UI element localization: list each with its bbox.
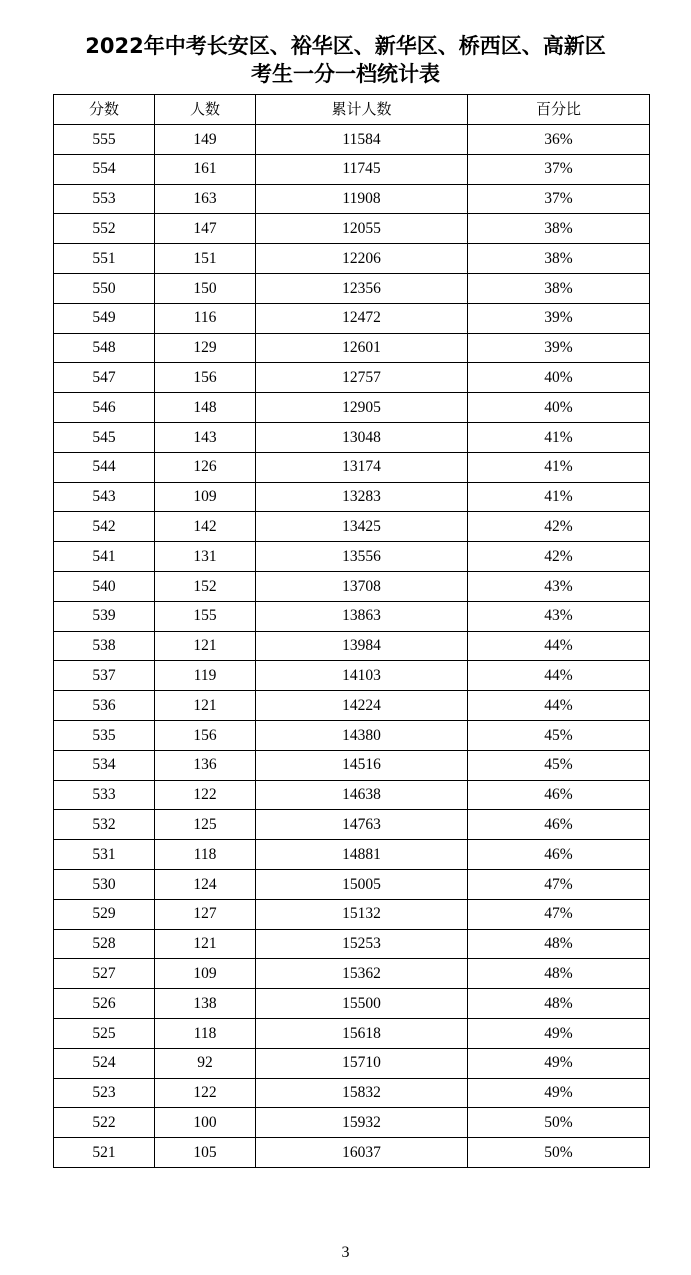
cell-cumulative: 12472 <box>256 303 468 333</box>
cell-cumulative: 14380 <box>256 720 468 750</box>
table-row <box>54 1138 650 1168</box>
cell-score: 538 <box>54 631 155 661</box>
table-row <box>54 1048 650 1078</box>
cell-percentage: 50% <box>468 1108 650 1138</box>
cell-count: 149 <box>155 125 256 155</box>
cell-percentage: 40% <box>468 363 650 393</box>
cell-score: 536 <box>54 691 155 721</box>
cell-percentage: 47% <box>468 899 650 929</box>
table-row <box>54 303 650 333</box>
cell-count: 131 <box>155 542 256 572</box>
cell-percentage: 44% <box>468 691 650 721</box>
cell-count: 156 <box>155 720 256 750</box>
cell-percentage: 37% <box>468 184 650 214</box>
table-row <box>54 899 650 929</box>
cell-cumulative: 15618 <box>256 1018 468 1048</box>
cell-score: 526 <box>54 989 155 1019</box>
cell-cumulative: 15005 <box>256 869 468 899</box>
table-row <box>54 869 650 899</box>
cell-score: 535 <box>54 720 155 750</box>
cell-percentage: 39% <box>468 303 650 333</box>
table-row <box>54 959 650 989</box>
cell-percentage: 48% <box>468 929 650 959</box>
table-row <box>54 840 650 870</box>
table-row <box>54 482 650 512</box>
table-row <box>54 631 650 661</box>
cell-cumulative: 11745 <box>256 154 468 184</box>
cell-count: 119 <box>155 661 256 691</box>
cell-cumulative: 13048 <box>256 422 468 452</box>
cell-cumulative: 14763 <box>256 810 468 840</box>
cell-percentage: 39% <box>468 333 650 363</box>
cell-count: 147 <box>155 214 256 244</box>
cell-cumulative: 15362 <box>256 959 468 989</box>
cell-count: 105 <box>155 1138 256 1168</box>
cell-cumulative: 12206 <box>256 244 468 274</box>
table-row <box>54 661 650 691</box>
cell-cumulative: 14224 <box>256 691 468 721</box>
cell-percentage: 38% <box>468 273 650 303</box>
cell-percentage: 50% <box>468 1138 650 1168</box>
table-row <box>54 273 650 303</box>
cell-score: 552 <box>54 214 155 244</box>
table-row <box>54 989 650 1019</box>
cell-cumulative: 11584 <box>256 125 468 155</box>
table-row <box>54 244 650 274</box>
cell-cumulative: 13708 <box>256 571 468 601</box>
cell-score: 541 <box>54 542 155 572</box>
cell-percentage: 36% <box>468 125 650 155</box>
cell-count: 148 <box>155 393 256 423</box>
header-percentage: 百分比 <box>468 95 650 125</box>
cell-score: 528 <box>54 929 155 959</box>
document-title: 2022年中考长安区、裕华区、新华区、桥西区、高新区 <box>85 34 606 58</box>
cell-score: 530 <box>54 869 155 899</box>
cell-score: 543 <box>54 482 155 512</box>
cell-cumulative: 14516 <box>256 750 468 780</box>
table-row <box>54 512 650 542</box>
cell-count: 151 <box>155 244 256 274</box>
cell-percentage: 37% <box>468 154 650 184</box>
cell-percentage: 46% <box>468 840 650 870</box>
cell-score: 533 <box>54 780 155 810</box>
cell-score: 539 <box>54 601 155 631</box>
cell-cumulative: 12601 <box>256 333 468 363</box>
cell-percentage: 42% <box>468 512 650 542</box>
cell-cumulative: 14881 <box>256 840 468 870</box>
cell-percentage: 43% <box>468 571 650 601</box>
cell-percentage: 46% <box>468 780 650 810</box>
cell-score: 550 <box>54 273 155 303</box>
cell-score: 531 <box>54 840 155 870</box>
cell-count: 118 <box>155 1018 256 1048</box>
cell-count: 163 <box>155 184 256 214</box>
cell-cumulative: 13556 <box>256 542 468 572</box>
score-distribution-table <box>53 94 650 1168</box>
cell-percentage: 41% <box>468 422 650 452</box>
header-cumulative: 累计人数 <box>256 95 468 125</box>
table-row <box>54 154 650 184</box>
cell-score: 534 <box>54 750 155 780</box>
table-body <box>54 125 650 1168</box>
table-row <box>54 601 650 631</box>
cell-count: 109 <box>155 959 256 989</box>
cell-count: 100 <box>155 1108 256 1138</box>
table-row <box>54 214 650 244</box>
header-count: 人数 <box>155 95 256 125</box>
cell-count: 155 <box>155 601 256 631</box>
table-row <box>54 720 650 750</box>
table-row <box>54 363 650 393</box>
cell-cumulative: 12356 <box>256 273 468 303</box>
cell-count: 121 <box>155 631 256 661</box>
table-row <box>54 750 650 780</box>
cell-cumulative: 12055 <box>256 214 468 244</box>
cell-percentage: 49% <box>468 1078 650 1108</box>
cell-score: 524 <box>54 1048 155 1078</box>
cell-score: 537 <box>54 661 155 691</box>
cell-count: 92 <box>155 1048 256 1078</box>
cell-score: 521 <box>54 1138 155 1168</box>
cell-count: 152 <box>155 571 256 601</box>
cell-percentage: 38% <box>468 214 650 244</box>
cell-count: 136 <box>155 750 256 780</box>
cell-cumulative: 14103 <box>256 661 468 691</box>
table-row <box>54 542 650 572</box>
cell-percentage: 49% <box>468 1018 650 1048</box>
cell-count: 143 <box>155 422 256 452</box>
table-row <box>54 810 650 840</box>
table-row <box>54 691 650 721</box>
cell-score: 547 <box>54 363 155 393</box>
cell-score: 532 <box>54 810 155 840</box>
cell-count: 129 <box>155 333 256 363</box>
table-row <box>54 1018 650 1048</box>
cell-count: 142 <box>155 512 256 542</box>
table-header-row <box>54 95 650 125</box>
cell-percentage: 49% <box>468 1048 650 1078</box>
cell-score: 554 <box>54 154 155 184</box>
cell-cumulative: 16037 <box>256 1138 468 1168</box>
cell-cumulative: 15253 <box>256 929 468 959</box>
cell-cumulative: 13984 <box>256 631 468 661</box>
header-score: 分数 <box>54 95 155 125</box>
cell-percentage: 40% <box>468 393 650 423</box>
cell-count: 122 <box>155 780 256 810</box>
cell-score: 546 <box>54 393 155 423</box>
cell-score: 523 <box>54 1078 155 1108</box>
cell-score: 522 <box>54 1108 155 1138</box>
table-row <box>54 571 650 601</box>
cell-count: 150 <box>155 273 256 303</box>
cell-score: 551 <box>54 244 155 274</box>
cell-percentage: 47% <box>468 869 650 899</box>
cell-percentage: 44% <box>468 661 650 691</box>
cell-count: 118 <box>155 840 256 870</box>
table-row <box>54 1108 650 1138</box>
cell-count: 122 <box>155 1078 256 1108</box>
cell-cumulative: 12757 <box>256 363 468 393</box>
cell-score: 525 <box>54 1018 155 1048</box>
cell-cumulative: 13174 <box>256 452 468 482</box>
cell-count: 161 <box>155 154 256 184</box>
table-row <box>54 125 650 155</box>
cell-cumulative: 11908 <box>256 184 468 214</box>
table-row <box>54 1078 650 1108</box>
cell-percentage: 45% <box>468 720 650 750</box>
cell-score: 527 <box>54 959 155 989</box>
cell-count: 127 <box>155 899 256 929</box>
cell-count: 126 <box>155 452 256 482</box>
cell-score: 544 <box>54 452 155 482</box>
cell-count: 121 <box>155 929 256 959</box>
cell-cumulative: 12905 <box>256 393 468 423</box>
cell-percentage: 44% <box>468 631 650 661</box>
cell-score: 553 <box>54 184 155 214</box>
table-row <box>54 393 650 423</box>
cell-count: 121 <box>155 691 256 721</box>
cell-cumulative: 13425 <box>256 512 468 542</box>
cell-percentage: 43% <box>468 601 650 631</box>
cell-percentage: 48% <box>468 959 650 989</box>
cell-count: 125 <box>155 810 256 840</box>
cell-score: 529 <box>54 899 155 929</box>
cell-cumulative: 15710 <box>256 1048 468 1078</box>
cell-score: 549 <box>54 303 155 333</box>
cell-count: 124 <box>155 869 256 899</box>
cell-score: 545 <box>54 422 155 452</box>
cell-count: 109 <box>155 482 256 512</box>
cell-count: 116 <box>155 303 256 333</box>
cell-cumulative: 15832 <box>256 1078 468 1108</box>
cell-cumulative: 15132 <box>256 899 468 929</box>
cell-count: 138 <box>155 989 256 1019</box>
cell-cumulative: 13863 <box>256 601 468 631</box>
cell-percentage: 42% <box>468 542 650 572</box>
cell-score: 548 <box>54 333 155 363</box>
cell-cumulative: 15500 <box>256 989 468 1019</box>
cell-score: 542 <box>54 512 155 542</box>
page-number: 3 <box>341 1244 350 1261</box>
cell-percentage: 41% <box>468 452 650 482</box>
table-row <box>54 184 650 214</box>
cell-cumulative: 15932 <box>256 1108 468 1138</box>
cell-percentage: 45% <box>468 750 650 780</box>
table-row <box>54 929 650 959</box>
cell-cumulative: 14638 <box>256 780 468 810</box>
table-row <box>54 452 650 482</box>
table-row <box>54 780 650 810</box>
cell-cumulative: 13283 <box>256 482 468 512</box>
table-row <box>54 422 650 452</box>
cell-percentage: 48% <box>468 989 650 1019</box>
cell-percentage: 46% <box>468 810 650 840</box>
document-subtitle: 考生一分一档统计表 <box>251 62 440 86</box>
cell-percentage: 38% <box>468 244 650 274</box>
cell-score: 540 <box>54 571 155 601</box>
cell-score: 555 <box>54 125 155 155</box>
table-row <box>54 333 650 363</box>
cell-percentage: 41% <box>468 482 650 512</box>
cell-count: 156 <box>155 363 256 393</box>
